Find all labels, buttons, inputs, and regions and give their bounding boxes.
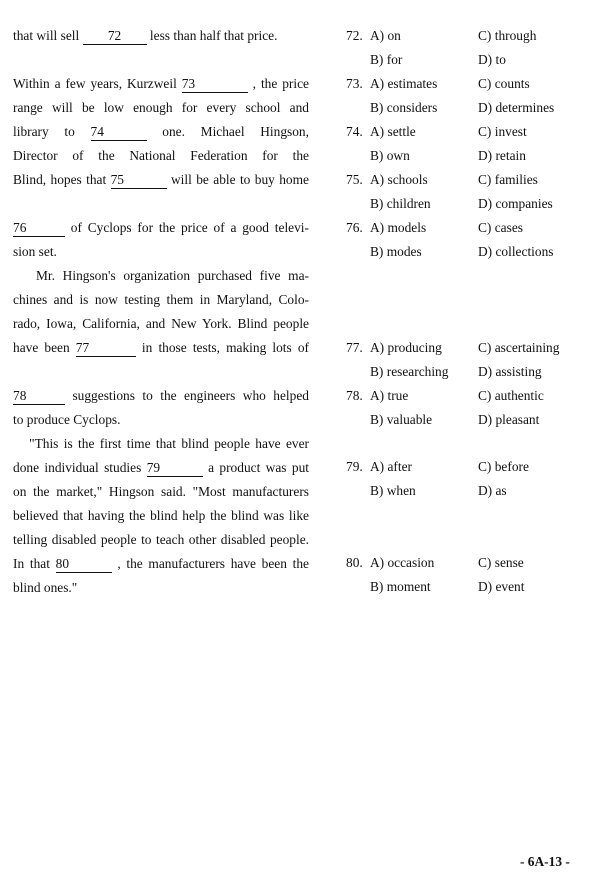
passage-line — [13, 288, 309, 312]
option-d: D) event — [478, 579, 525, 594]
option-b: B) researching — [370, 364, 449, 379]
question-number: 80. — [346, 555, 363, 570]
passage-text: , the price — [252, 76, 309, 91]
option-a: A) occasion — [370, 555, 435, 570]
passage-line — [13, 72, 309, 96]
passage-text: chines and is now testing them in Maryland, Colo- — [13, 292, 309, 307]
question-80 — [346, 551, 596, 594]
option-a: A) true — [370, 388, 409, 403]
passage-text: , the manufacturers have been the — [117, 556, 309, 571]
question-77 — [346, 336, 596, 379]
option-d: D) to — [478, 52, 506, 67]
option-c: C) before — [478, 459, 529, 474]
passage-line — [13, 24, 309, 48]
option-a: A) settle — [370, 124, 416, 139]
option-c: C) through — [478, 28, 537, 43]
option-b: B) when — [370, 483, 416, 498]
passage-text: library to — [13, 124, 75, 139]
passage-text: will be able to buy home — [171, 172, 309, 187]
passage-text: believed that having the blind help the blind was like — [13, 508, 309, 523]
option-d: D) companies — [478, 196, 553, 211]
option-a: A) on — [370, 28, 401, 43]
blank-79: 79 — [147, 460, 203, 477]
question-79 — [346, 455, 596, 498]
question-number: 74. — [346, 124, 363, 139]
option-a: A) schools — [370, 172, 428, 187]
question-number: 75. — [346, 172, 363, 187]
option-d: D) assisting — [478, 364, 542, 379]
option-c: C) ascertaining — [478, 340, 560, 355]
option-d: D) retain — [478, 148, 526, 163]
passage-line — [13, 576, 309, 600]
option-d: D) collections — [478, 244, 554, 259]
blank-77: 77 — [76, 340, 136, 357]
blank-75: 75 — [111, 172, 167, 189]
passage-text: on the market," Hingson said. "Most manufacturers — [13, 484, 309, 499]
passage-line — [13, 480, 309, 504]
option-d: D) pleasant — [478, 412, 540, 427]
question-78 — [346, 384, 596, 427]
passage-line — [13, 384, 309, 408]
option-b: B) for — [370, 52, 403, 67]
blank-76: 76 — [13, 220, 65, 237]
passage-text: Mr. Hingson's organization purchased five ma- — [13, 268, 309, 283]
passage-text: less than half that price. — [149, 28, 278, 43]
option-b: B) modes — [370, 244, 422, 259]
passage-line — [13, 552, 309, 576]
passage-text: have been — [13, 340, 70, 355]
question-74 — [346, 120, 596, 163]
passage-text: telling disabled people to teach other disabled people. — [13, 532, 309, 547]
passage-line — [13, 120, 309, 144]
passage-text: in those tests, making lots of — [141, 340, 309, 355]
option-b: B) valuable — [370, 412, 433, 427]
page-number: - 6A-13 - — [520, 854, 570, 869]
passage-line — [13, 504, 309, 528]
question-76 — [346, 216, 596, 259]
blank-78: 78 — [13, 388, 65, 405]
option-c: C) sense — [478, 555, 524, 570]
question-number: 77. — [346, 340, 363, 355]
passage-line — [13, 240, 309, 264]
option-a: A) after — [370, 459, 413, 474]
option-a: A) models — [370, 220, 427, 235]
passage-text: In that — [13, 556, 50, 571]
passage-line — [13, 216, 309, 240]
question-72 — [346, 24, 596, 67]
passage-text: "This is the first time that blind people have ever — [13, 436, 309, 451]
question-number: 73. — [346, 76, 363, 91]
passage-line — [13, 168, 309, 192]
passage-text: suggestions to the engineers who helped — [72, 388, 309, 403]
option-c: C) counts — [478, 76, 530, 91]
passage-text: a product was put — [208, 460, 309, 475]
passage-line — [13, 408, 309, 432]
passage-line — [13, 528, 309, 552]
option-c: C) families — [478, 172, 538, 187]
passage-text: done individual studies — [13, 460, 142, 475]
blank-72: 72 — [83, 28, 147, 45]
option-b: B) considers — [370, 100, 438, 115]
question-73 — [346, 72, 596, 115]
question-number: 79. — [346, 459, 363, 474]
option-a: A) producing — [370, 340, 442, 355]
passage-line — [13, 456, 309, 480]
passage-line — [13, 336, 309, 360]
option-b: B) moment — [370, 579, 431, 594]
passage-text: Blind, hopes that — [13, 172, 107, 187]
passage-text: blind ones." — [13, 580, 78, 595]
question-75 — [346, 168, 596, 211]
blank-80: 80 — [56, 556, 112, 573]
passage-line — [13, 264, 309, 288]
passage-text: sion set. — [13, 244, 57, 259]
passage-text: that will sell — [13, 28, 80, 43]
passage-text: range will be low enough for every school and — [13, 100, 309, 115]
blank-74: 74 — [91, 124, 147, 141]
option-b: B) children — [370, 196, 431, 211]
question-number: 76. — [346, 220, 363, 235]
option-d: D) as — [478, 483, 507, 498]
option-c: C) authentic — [478, 388, 544, 403]
passage-text: Within a few years, Kurzweil — [13, 76, 177, 91]
option-b: B) own — [370, 148, 410, 163]
option-a: A) estimates — [370, 76, 438, 91]
passage-text: one. Michael Hingson, — [162, 124, 309, 139]
question-number: 72. — [346, 28, 363, 43]
passage-line — [13, 96, 309, 120]
passage-line — [13, 432, 309, 456]
passage-text: Director of the National Federation for the — [13, 148, 309, 163]
passage-text: of Cyclops for the price of a good televi- — [70, 220, 309, 235]
question-number: 78. — [346, 388, 363, 403]
option-c: C) invest — [478, 124, 527, 139]
option-c: C) cases — [478, 220, 523, 235]
blank-73: 73 — [182, 76, 248, 93]
passage-text: rado, Iowa, California, and New York. Blind people — [13, 316, 309, 331]
passage-line — [13, 144, 309, 168]
option-d: D) determines — [478, 100, 555, 115]
passage-text: to produce Cyclops. — [13, 412, 121, 427]
passage-line — [13, 312, 309, 336]
